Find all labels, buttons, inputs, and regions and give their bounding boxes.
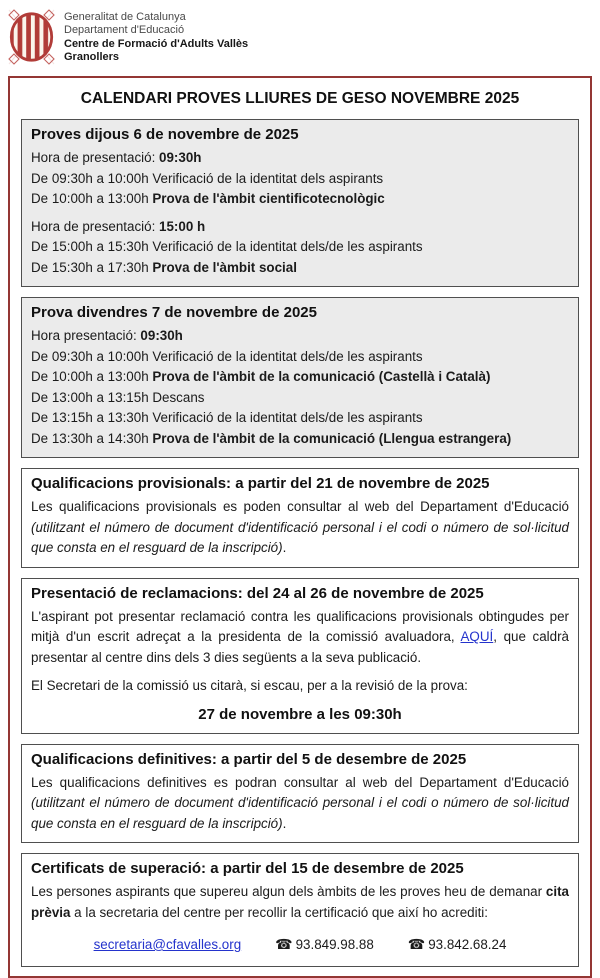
day1-row: Hora de presentació: 09:30h bbox=[31, 150, 202, 165]
contact-row bbox=[31, 936, 569, 953]
day2-row: Hora presentació: 09:30h bbox=[31, 328, 183, 343]
certificates-box bbox=[21, 853, 579, 967]
provisional-results-title: Qualificacions provisionals: a partir del 21 de novembre de 2025 bbox=[31, 475, 490, 492]
claims-title: Presentació de reclamacions: del 24 al 26 de novembre de 2025 bbox=[31, 584, 484, 602]
final-results-text: Les qualificacions definitives es podran consultar al web del Departament d'Educació (utilitzant el número de document d'identificació personal i el codi o número de sol·licitud que consta en el resguard de la inscripció). bbox=[31, 774, 569, 831]
claim-form-link[interactable]: AQUÍ bbox=[460, 629, 494, 644]
provisional-results-box bbox=[21, 468, 579, 568]
review-date-highlight: 27 de novembre a les 09:30h bbox=[198, 705, 402, 723]
claims-paragraph: L'aspirant pot presentar reclamació contra les qualificacions provisionals obtingudes per mitjà d'un escrit adreçat a la presidenta de la comissió avaluadora, AQUÍ, que caldrà presentar al centre dins dels 3 dies següents a la seva publicació. bbox=[31, 608, 569, 665]
phone-icon: ☎ bbox=[407, 936, 426, 952]
day2-row: De 10:00h a 13:00h Prova de l'àmbit de la comunicació (Castellà i Català) bbox=[31, 369, 491, 384]
phone-number-2: ☎ 93.842.68.24 bbox=[407, 936, 507, 952]
day2-title: Prova divendres 7 de novembre de 2025 bbox=[31, 304, 317, 321]
page-title: CALENDARI PROVES LLIURES DE GESO NOVEMBRE 2025 bbox=[80, 90, 520, 107]
schedule-box-day2 bbox=[21, 297, 579, 458]
final-results-title: Qualificacions definitives: a partir del 5 de desembre de 2025 bbox=[31, 750, 467, 768]
day2-row: De 13:30h a 14:30h Prova de l'àmbit de la comunicació (Llengua estrangera) bbox=[31, 430, 512, 446]
generalitat-logo-icon bbox=[8, 9, 55, 65]
secretary-email-link[interactable]: secretaria@cfavalles.org bbox=[93, 937, 242, 952]
claims-box bbox=[21, 578, 579, 734]
phone-number-1: ☎ 93.849.98.88 bbox=[275, 936, 374, 952]
certificates-text: Les persones aspirants que supereu algun dels àmbits de les proves heu de demanar cita prèvia a la secretaria del centre per recollir la certificació que així ho acrediti: bbox=[31, 884, 569, 920]
phone-icon: ☎ bbox=[275, 936, 293, 952]
calendar-frame bbox=[8, 76, 592, 978]
day2-row: De 09:30h a 10:00h Verificació de la identitat dels/de les aspirants bbox=[31, 348, 423, 364]
day1-row: De 09:30h a 10:00h Verificació de la identitat dels aspirants bbox=[31, 170, 384, 186]
org-line-centre: Centre de Formació d'Adults Vallès bbox=[64, 37, 249, 50]
day2-row: De 13:15h a 13:30h Verificació de la identitat dels/de les aspirants bbox=[31, 410, 423, 425]
final-results-box bbox=[21, 744, 579, 844]
day1-title: Proves dijous 6 de novembre de 2025 bbox=[31, 126, 299, 143]
provisional-results-text: Les qualificacions provisionals es poden consultar al web del Departament d'Educació (utilitzant el número de document d'identificació personal i el codi o número de sol·licitud que consta en el resguard de la inscripció). bbox=[31, 499, 569, 555]
day1-row: De 10:00h a 13:00h Prova de l'àmbit cientificotecnològic bbox=[31, 191, 385, 206]
certificates-title: Certificats de superació: a partir del 15 de desembre de 2025 bbox=[31, 860, 464, 877]
day1-row: Hora de presentació: 15:00 h bbox=[31, 218, 206, 234]
day1-row: De 15:30h a 17:30h Prova de l'àmbit social bbox=[31, 259, 297, 275]
schedule-box-day1 bbox=[21, 119, 579, 287]
day2-row: De 13:00h a 13:15h Descans bbox=[31, 389, 205, 405]
org-line-generalitat: Generalitat de Catalunya bbox=[64, 11, 186, 23]
org-name-block bbox=[64, 9, 248, 65]
org-line-departament: Departament d'Educació bbox=[64, 24, 185, 37]
day1-row: De 15:00h a 15:30h Verificació de la identitat dels/de les aspirants bbox=[31, 239, 423, 254]
letterhead bbox=[0, 0, 600, 62]
org-line-city: Granollers bbox=[64, 51, 120, 64]
claims-review-note: El Secretari de la comissió us citarà, si escau, per a la revisió de la prova: bbox=[31, 678, 468, 693]
